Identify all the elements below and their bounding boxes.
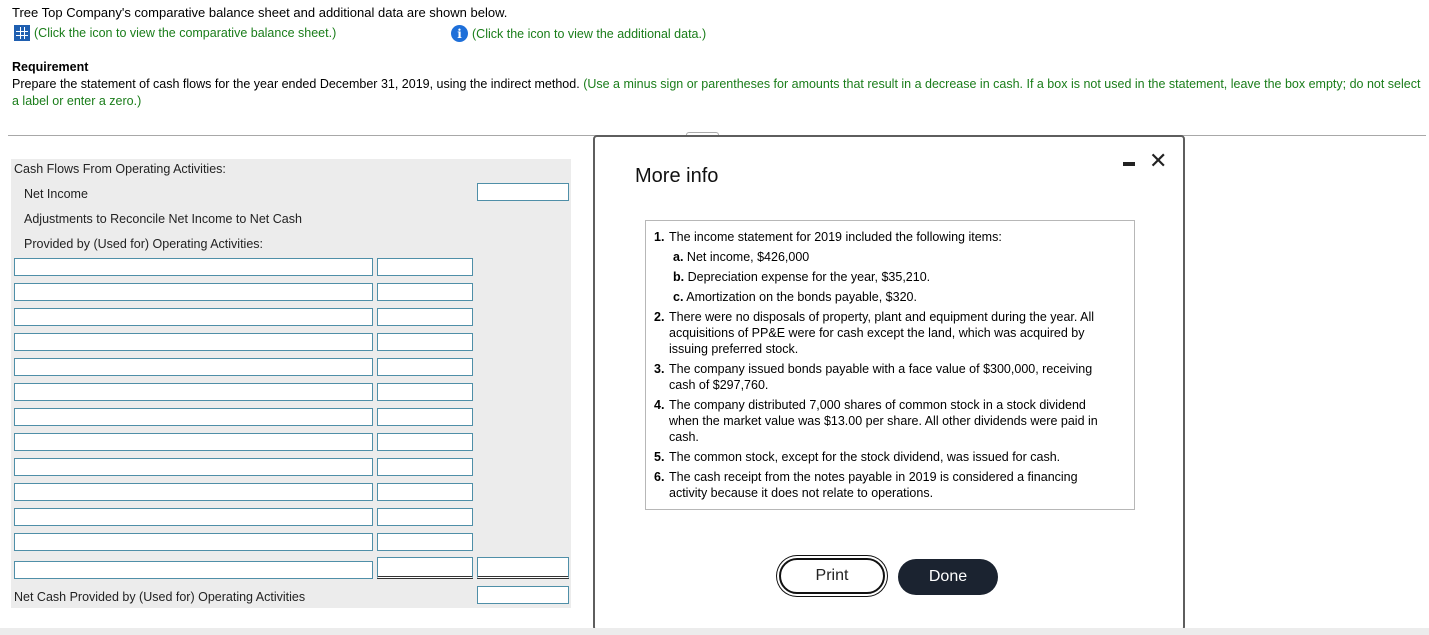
adjustment-label-select[interactable] [14, 358, 373, 376]
adjustment-label-select[interactable] [14, 433, 373, 451]
balance-sheet-link[interactable] [14, 25, 336, 41]
footer-strip [0, 628, 1429, 635]
additional-data-link-text[interactable]: (Click the icon to view the additional data.) [472, 26, 707, 41]
adjustment-amount-input[interactable] [377, 358, 473, 376]
adjustment-amount-input[interactable] [377, 458, 473, 476]
total-adjustments-label[interactable] [14, 561, 373, 579]
total-adjustments-input[interactable] [477, 557, 569, 579]
total-label: Net Cash Provided by (Used for) Operating Activities [14, 590, 306, 604]
requirement-note: (Use a minus sign or parentheses for amounts that result in a decrease in cash. If a box is not used in the statement, leave the box empty; do not select a label or enter a zero.) [12, 77, 1421, 108]
item-number: b. [673, 270, 685, 284]
adjustment-amount-input[interactable] [377, 483, 473, 501]
item-text: The company issued bonds payable with a face value of $300,000, receiving cash of $297,760. [669, 362, 1093, 392]
item-number: 2. [654, 310, 665, 324]
item-text: Depreciation expense for the year, $35,210. [687, 270, 931, 284]
list-subitem [673, 269, 930, 285]
item-text: The income statement for 2019 included the following items: [669, 230, 1002, 244]
adjustment-amount-input[interactable] [377, 433, 473, 451]
requirement-text [12, 76, 1422, 109]
requirement-title: Requirement [12, 60, 89, 74]
adjustment-amount-input[interactable] [377, 533, 473, 551]
adjustment-label-select[interactable] [14, 333, 373, 351]
info-icon[interactable]: i [451, 25, 468, 42]
minimize-icon[interactable] [1123, 162, 1135, 166]
adjustment-label-select[interactable] [14, 383, 373, 401]
list-subitem [673, 289, 917, 305]
adjustment-label-select[interactable] [14, 508, 373, 526]
item-text: The cash receipt from the notes payable in 2019 is considered a financing activity because it does not relate to operations. [669, 470, 1078, 500]
item-number: 6. [654, 470, 665, 484]
adjustment-label-select[interactable] [14, 258, 373, 276]
adjustment-label-select[interactable] [14, 483, 373, 501]
item-number: c. [673, 290, 684, 304]
net-cash-operating-input[interactable] [477, 586, 569, 604]
net-income-input[interactable] [477, 183, 569, 201]
done-button[interactable]: Done [898, 559, 998, 595]
adjustment-amount-input[interactable] [377, 408, 473, 426]
adjustment-amount-input[interactable] [377, 508, 473, 526]
item-number: 4. [654, 398, 665, 412]
item-text: The company distributed 7,000 shares of common stock in a stock dividend when the market value was $13.00 per share. All other dividends were paid in cash. [669, 398, 1098, 444]
item-number: a. [673, 250, 684, 264]
requirement-instruction: Prepare the statement of cash flows for the year ended December 31, 2019, using the indirect method. [12, 77, 580, 91]
item-text: Net income, $426,000 [686, 250, 810, 264]
item-number: 3. [654, 362, 665, 376]
adjustments-label-line1: Adjustments to Reconcile Net Income to Net Cash [24, 212, 302, 226]
adjustment-label-select[interactable] [14, 283, 373, 301]
item-text: There were no disposals of property, plant and equipment during the year. All acquisitions of PP&E were for cash except the land, which was acquired by issuing preferred stock. [669, 310, 1095, 356]
adjustment-amount-input[interactable] [377, 333, 473, 351]
adjustment-amount-input[interactable] [377, 258, 473, 276]
balance-sheet-link-text[interactable]: (Click the icon to view the comparative balance sheet.) [34, 26, 337, 40]
intro-text: Tree Top Company's comparative balance sheet and additional data are shown below. [12, 5, 508, 20]
close-icon[interactable]: ✕ [1149, 148, 1168, 173]
adjustments-label-line2: Provided by (Used for) Operating Activities: [24, 237, 263, 251]
net-income-label: Net Income [24, 187, 88, 201]
adjustment-label-select[interactable] [14, 408, 373, 426]
adjustment-amount-input[interactable] [377, 308, 473, 326]
adjustment-label-select[interactable] [14, 533, 373, 551]
table-grid-icon[interactable] [14, 25, 30, 41]
adjustment-amount-input[interactable] [377, 383, 473, 401]
item-number: 1. [654, 230, 665, 244]
info-list [645, 220, 1135, 510]
additional-data-link[interactable] [451, 25, 706, 42]
cash-flow-worksheet [11, 159, 571, 608]
item-number: 5. [654, 450, 665, 464]
item-text: The common stock, except for the stock dividend, was issued for cash. [669, 450, 1061, 464]
list-subitem [673, 249, 809, 265]
dialog-title: More info [635, 165, 719, 187]
adjustment-label-select[interactable] [14, 458, 373, 476]
adjustment-amount-input[interactable] [377, 283, 473, 301]
print-button[interactable]: Print [779, 558, 885, 594]
total-adjustments-subtotal[interactable] [377, 557, 473, 579]
section-title: Cash Flows From Operating Activities: [14, 162, 226, 176]
item-text: Amortization on the bonds payable, $320. [686, 290, 917, 304]
more-info-dialog [593, 135, 1185, 631]
adjustment-label-select[interactable] [14, 308, 373, 326]
